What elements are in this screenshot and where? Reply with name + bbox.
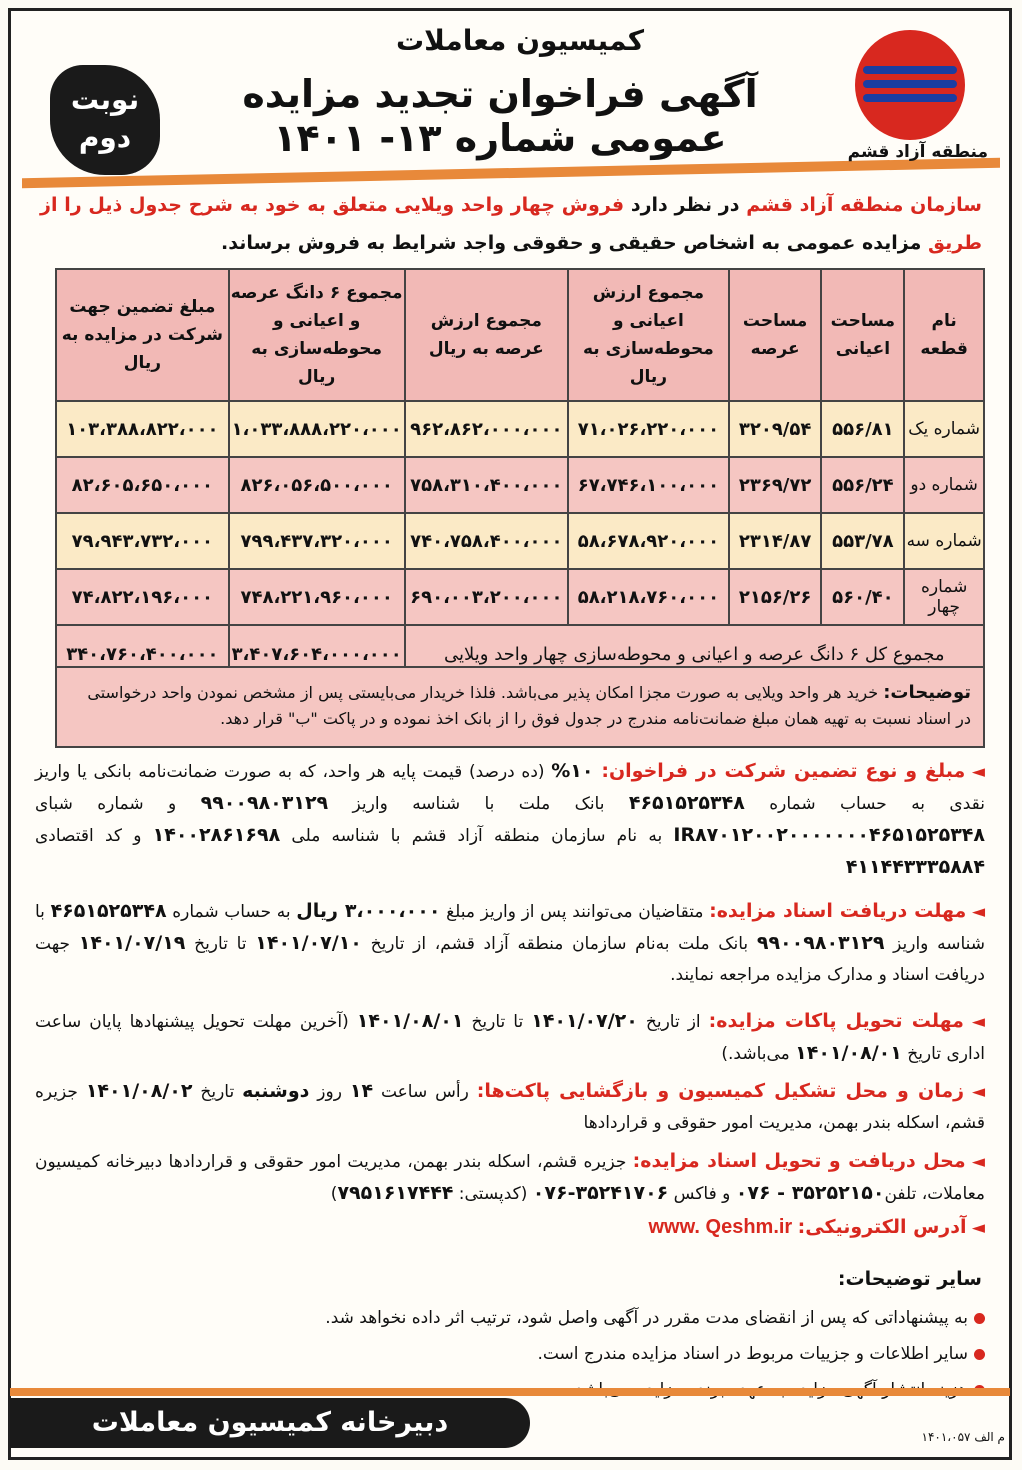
- session-hour: ۱۴: [349, 1080, 374, 1102]
- section-text: جزیره قشم، اسکله بندر بهمن، مدیریت امور حقوقی و قراردادها دبیرخانه کمیسیون معاملات، تلفن: [35, 1152, 985, 1204]
- col-header: مساحت عرصه: [729, 269, 822, 401]
- publication-code: م الف ۱۴۰۱،۰۵۷: [921, 1430, 1005, 1444]
- bullet-icon: ◄: [971, 902, 986, 922]
- table-cell: ۱،۰۳۳،۸۸۸،۲۲۰،۰۰۰: [229, 401, 405, 457]
- intro-highlight: فروش چهار واحد ویلایی متعلق به خود به شرح جدول ذیل را از طریق: [40, 194, 982, 254]
- table-cell: ۷۹،۹۴۳،۷۳۲،۰۰۰: [56, 513, 229, 569]
- date-to: ۱۴۰۱/۰۷/۱۹: [78, 932, 186, 954]
- section-heading: مهلت دریافت اسناد مزایده:: [709, 900, 967, 922]
- qeshm-logo-icon: [855, 30, 965, 140]
- list-item: [35, 1336, 985, 1372]
- bullet-icon: ◄: [971, 1012, 985, 1032]
- section-heading: محل دریافت و تحویل اسناد مزایده:: [632, 1150, 966, 1172]
- table-header-row: [56, 269, 984, 401]
- date-from: ۱۴۰۱/۰۷/۱۰: [255, 932, 362, 954]
- section-envelope-deadline: [35, 1006, 985, 1070]
- table-cell: ۲۱۵۶/۲۶: [729, 569, 822, 625]
- guarantee-percent: ۱۰%: [551, 760, 602, 782]
- round-badge-line2: دوم: [78, 121, 132, 154]
- bullet-icon: ◄: [971, 1218, 985, 1238]
- notes-text: خرید هر واحد ویلایی به صورت مجزا امکان پذیر می‌باشد. فلذا خریدار می‌بایستی پس از مشخص نمودن واحد درخواستی در اسناد نسبت به تهیه همان مبلغ ضمانت‌نامه مندرج در جدول فوق را از بانک اخذ نموده و در پاکت "ب" قرار دهد.: [87, 683, 971, 728]
- section-heading: مبلغ و نوع تضمین شرکت در فراخوان:: [601, 760, 966, 782]
- bullet-icon: ◄: [971, 762, 985, 782]
- table-notes: [55, 666, 985, 748]
- table-cell: ۷۵۸،۳۱۰،۴۰۰،۰۰۰: [405, 457, 568, 513]
- page-title: آگهی فراخوان تجدید مزایده عمومی شماره ۱۳- ۱۴۰۱: [242, 72, 758, 160]
- section-text: تا تاریخ: [185, 934, 256, 954]
- table-cell: ۶۹۰،۰۰۳،۲۰۰،۰۰۰: [405, 569, 568, 625]
- sheba-number: IR۸۷۰۱۲۰۰۲۰۰۰۰۰۰۰۴۶۵۱۵۲۵۳۴۸: [673, 824, 985, 846]
- date-from: ۱۴۰۱/۰۷/۲۰: [531, 1010, 638, 1032]
- table-cell: شماره سه: [904, 513, 984, 569]
- account-number: ۴۶۵۱۵۲۵۳۴۸: [50, 900, 167, 922]
- section-text: و کد اقتصادی: [35, 826, 153, 846]
- logo-caption: منطقه آزاد قشم: [847, 142, 988, 162]
- section-text: (کدپستی:: [453, 1184, 533, 1204]
- deposit-id: ۹۹۰۰۹۸۰۳۱۲۹: [200, 792, 329, 814]
- section-website: [35, 1212, 985, 1244]
- table-cell: ۵۸،۲۱۸،۷۶۰،۰۰۰: [568, 569, 729, 625]
- session-date: ۱۴۰۱/۰۸/۰۲: [85, 1080, 193, 1102]
- table-cell: ۵۵۳/۷۸: [821, 513, 904, 569]
- table-row: [56, 513, 984, 569]
- table-cell: شماره یک: [904, 401, 984, 457]
- round-badge: [50, 65, 160, 175]
- section-text: روز: [309, 1082, 350, 1102]
- section-heading: آدرس الکترونیکی:: [797, 1216, 967, 1238]
- col-header: مساحت اعیانی: [821, 269, 904, 401]
- table-cell: ۷۹۹،۴۳۷،۳۲۰،۰۰۰: [229, 513, 405, 569]
- section-heading: مهلت تحویل پاکات مزایده:: [708, 1010, 964, 1032]
- table-row: [56, 457, 984, 513]
- intro-text: در نظر دارد: [624, 194, 747, 216]
- table-cell: شماره چهار: [904, 569, 984, 625]
- bullet-icon: ◄: [971, 1082, 986, 1102]
- section-opening-session: [35, 1076, 985, 1139]
- section-text: و فاکس: [668, 1184, 736, 1204]
- notes-label: توضیحات:: [883, 682, 971, 703]
- table-cell: شماره دو: [904, 457, 984, 513]
- list-item-text: سایر اطلاعات و جزییات مربوط در اسناد مزایده مندرج است.: [537, 1344, 968, 1364]
- table-row: [56, 569, 984, 625]
- section-text: با شناسه واریز: [35, 902, 986, 954]
- website-link[interactable]: www. Qeshm.ir: [648, 1216, 793, 1238]
- section-text: ): [330, 1184, 338, 1204]
- section-guarantee: [35, 756, 985, 884]
- section-text: بانک ملت با شناسه واریز: [328, 794, 629, 814]
- list-item-text: به پیشنهاداتی که پس از انقضای مدت مقرر در آگهی واصل شود، ترتیب اثر داده نخواهد شد.: [325, 1308, 968, 1328]
- table-row: [56, 401, 984, 457]
- section-text: (آخرین مهلت تحویل پیشنهادها پایان ساعت اداری تاریخ: [35, 1012, 985, 1064]
- bullet-icon: ◄: [971, 1152, 985, 1172]
- table-cell: ۷۴۰،۷۵۸،۴۰۰،۰۰۰: [405, 513, 568, 569]
- col-header: مجموع ۶ دانگ عرصه و اعیانی و محوطه‌سازی به ریال: [229, 269, 405, 401]
- section-document-deadline: [35, 896, 985, 991]
- phone-number: ۳۵۲۵۲۱۵۰ - ۰۷۶: [735, 1182, 885, 1204]
- col-header: مجموع ارزش عرصه به ریال: [405, 269, 568, 401]
- bullet-dot-icon: [974, 1349, 985, 1360]
- table-cell: ۶۷،۷۴۶،۱۰۰،۰۰۰: [568, 457, 729, 513]
- col-header: نام قطعه: [904, 269, 984, 401]
- account-number: ۴۶۵۱۵۲۵۳۴۸: [628, 792, 745, 814]
- section-heading: زمان و محل تشکیل کمیسیون و بازگشایی پاکت‌ها:: [476, 1080, 965, 1102]
- intro-org: سازمان منطقه آزاد قشم: [746, 194, 982, 216]
- total-label: مجموع کل ۶ دانگ عرصه و اعیانی و محوطه‌سازی چهار واحد ویلایی: [405, 625, 984, 683]
- section-text: جزیره قشم، اسکله بندر بهمن، مدیریت امور حقوقی و قراردادها: [35, 1082, 985, 1133]
- footer-band: دبیرخانه کمیسیون معاملات: [10, 1398, 530, 1448]
- header: [10, 10, 1010, 170]
- total-value: ۳،۴۰۷،۶۰۴،۰۰۰،۰۰۰: [229, 625, 405, 683]
- table-cell: ۷۱،۰۲۶،۲۲۰،۰۰۰: [568, 401, 729, 457]
- table-cell: ۷۴،۸۲۲،۱۹۶،۰۰۰: [56, 569, 229, 625]
- table-cell: ۲۳۶۹/۷۲: [729, 457, 822, 513]
- total-guarantee: ۳۴۰،۷۶۰،۴۰۰،۰۰۰: [56, 625, 229, 683]
- deposit-id: ۹۹۰۰۹۸۰۳۱۲۹: [756, 932, 885, 954]
- section-text: (ده درصد) قیمت پایه هر واحد، که به صورت ضمانت‌نامه بانکی یا واریز نقدی به حساب شماره: [35, 762, 985, 814]
- section-delivery-location: [35, 1146, 985, 1210]
- session-day: دوشنبه: [242, 1080, 310, 1102]
- table-cell: ۸۲۶،۰۵۶،۵۰۰،۰۰۰: [229, 457, 405, 513]
- section-text: رأس ساعت: [373, 1082, 477, 1102]
- section-text: و شماره شبای: [35, 794, 201, 814]
- bullet-dot-icon: [974, 1313, 985, 1324]
- table-cell: ۲۳۱۴/۸۷: [729, 513, 822, 569]
- section-text: به حساب شماره: [166, 902, 297, 922]
- section-text: به نام سازمان منطقه آزاد قشم با شناسه ملی: [280, 826, 674, 846]
- final-date: ۱۴۰۱/۰۸/۰۱: [795, 1042, 902, 1064]
- table-cell: ۵۶۰/۴۰: [821, 569, 904, 625]
- table-cell: ۵۸،۶۷۸،۹۲۰،۰۰۰: [568, 513, 729, 569]
- col-header: مجموع ارزش اعیانی و محوطه‌سازی به ریال: [568, 269, 729, 401]
- list-item: [35, 1300, 985, 1336]
- section-text: تا تاریخ: [463, 1012, 532, 1032]
- table-cell: ۷۴۸،۲۲۱،۹۶۰،۰۰۰: [229, 569, 405, 625]
- col-header: مبلغ تضمین جهت شرکت در مزایده به ریال: [56, 269, 229, 401]
- round-badge-line1: نوبت: [70, 83, 140, 116]
- table-cell: ۸۲،۶۰۵،۶۵۰،۰۰۰: [56, 457, 229, 513]
- date-to: ۱۴۰۱/۰۸/۰۱: [356, 1010, 464, 1032]
- section-text: جهت دریافت اسناد و مدارک مزایده مراجعه نمایند.: [35, 934, 985, 985]
- intro-text-2: مزایده عمومی به اشخاص حقیقی و حقوقی واجد شرایط به فروش برساند.: [221, 232, 929, 254]
- section-text: تاریخ: [192, 1082, 243, 1102]
- other-notes-title: سایر توضیحات:: [837, 1268, 982, 1290]
- intro-paragraph: [40, 186, 982, 262]
- table-cell: ۵۵۶/۸۱: [821, 401, 904, 457]
- section-text: می‌باشد.): [721, 1044, 796, 1064]
- postal-code: ۷۹۵۱۶۱۷۴۴۴: [337, 1182, 454, 1204]
- lots-table: [55, 268, 985, 684]
- footer-divider: [10, 1388, 1010, 1396]
- section-text: بانک ملت به‌نام سازمان منطقه آزاد قشم، از تاریخ: [361, 934, 757, 954]
- table-cell: ۳۲۰۹/۵۴: [729, 401, 822, 457]
- national-id: ۱۴۰۰۲۸۶۱۶۹۸: [152, 824, 281, 846]
- fee-amount: ۳،۰۰۰،۰۰۰ ریال: [296, 900, 441, 922]
- table-cell: ۵۵۶/۲۴: [821, 457, 904, 513]
- economic-code: ۴۱۱۴۴۳۳۳۵۸۸۴: [845, 856, 985, 878]
- fax-number: ۳۵۲۴۱۷۰۶-۰۷۶: [532, 1182, 669, 1204]
- table-cell: ۱۰۳،۳۸۸،۸۲۲،۰۰۰: [56, 401, 229, 457]
- section-text: متقاضیان می‌توانند پس از واریز مبلغ: [440, 902, 710, 922]
- table-cell: ۹۶۲،۸۶۲،۰۰۰،۰۰۰: [405, 401, 568, 457]
- section-text: از تاریخ: [637, 1012, 709, 1032]
- commission-title: کمیسیون معاملات: [396, 24, 644, 57]
